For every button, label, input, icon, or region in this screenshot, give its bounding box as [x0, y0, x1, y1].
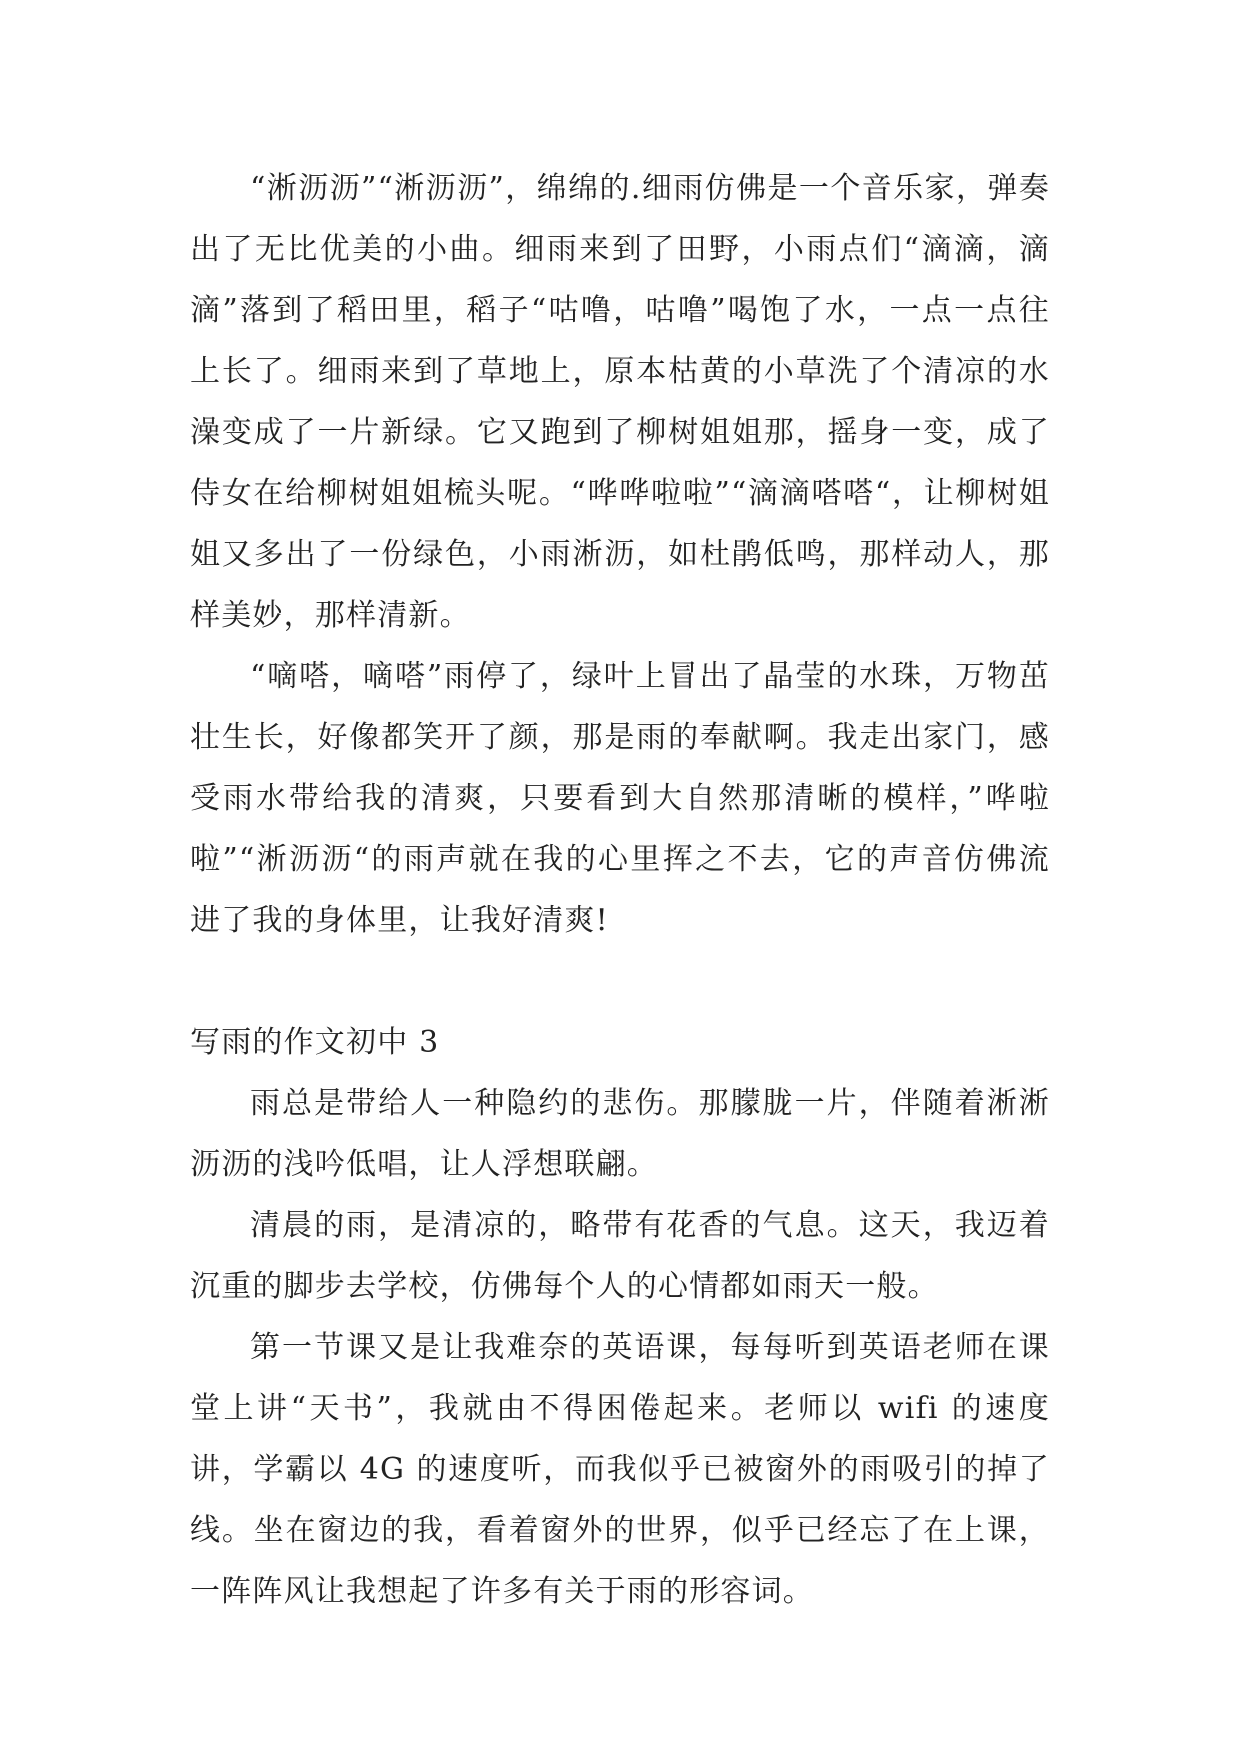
paragraph: “淅沥沥”“淅沥沥”，绵绵的.细雨仿佛是一个音乐家，弹奏出了无比优美的小曲。细雨来到了田野，小雨点们“滴滴，滴滴”落到了稻田里，稻子“咕噜，咕噜”喝饱了水，一点一点往上长了。细雨来到了草地上，原本枯黄的小草洗了个清凉的水澡变成了一片新绿。它又跑到了柳树姐姐那，摇身一变，成了侍女在给柳树姐姐梳头呢。“哗哗啦啦”“滴滴嗒嗒“，让柳树姐姐又多出了一份绿色，小雨淅沥，如杜鹃低鸣，那样动人，那样美妙，那样清新。: [190, 171, 1050, 633]
section-heading: 写雨的作文初中 3: [190, 1025, 440, 1060]
paragraph: “嘀嗒，嘀嗒”雨停了，绿叶上冒出了晶莹的水珠，万物茁壮生长，好像都笑开了颜，那是雨的奉献啊。我走出家门，感受雨水带给我的清爽，只要看到大自然那清晰的模样，”哗啦啦”“淅沥沥“的雨声就在我的心里挥之不去，它的声音仿佛流进了我的身体里，让我好清爽!: [190, 659, 1050, 938]
document-body: [190, 158, 1050, 1622]
paragraph: 第一节课又是让我难奈的英语课，每每听到英语老师在课堂上讲“天书”，我就由不得困倦起来。老师以 wifi 的速度讲，学霸以 4G 的速度听，而我似乎已被窗外的雨吸引的掉了线。坐在窗边的我，看着窗外的世界，似乎已经忘了在上课，一阵阵风让我想起了许多有关于雨的形容词。: [190, 1330, 1050, 1609]
paragraph: 雨总是带给人一种隐约的悲伤。那朦胧一片，伴随着淅淅沥沥的浅吟低唱，让人浮想联翩。: [190, 1086, 1050, 1182]
paragraph: 清晨的雨，是清凉的，略带有花香的气息。这天，我迈着沉重的脚步去学校，仿佛每个人的心情都如雨天一般。: [190, 1208, 1050, 1304]
